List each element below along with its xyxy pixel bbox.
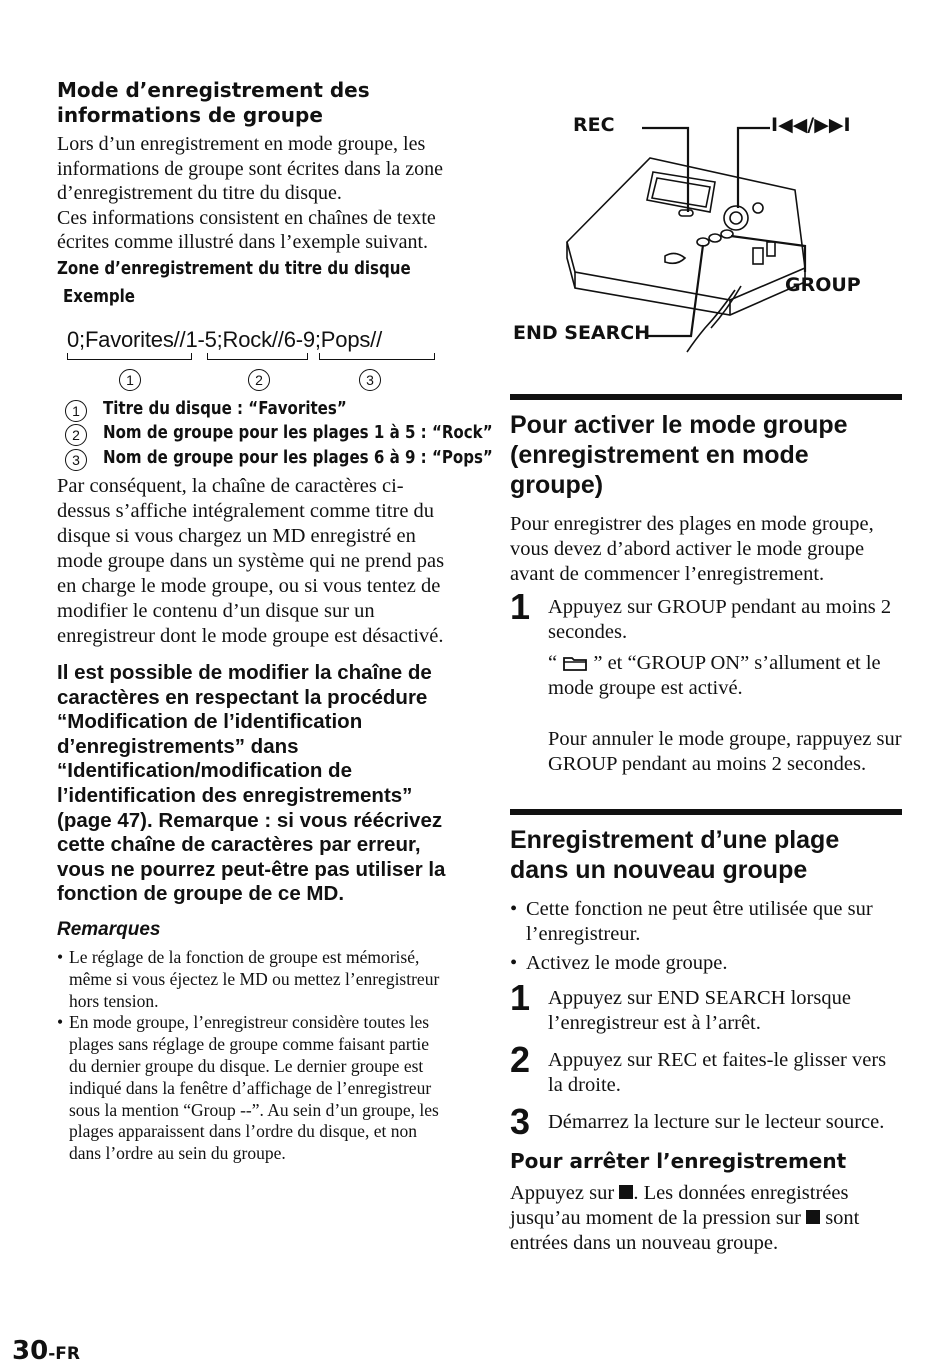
section1-intro: Pour enregistrer des plages en mode groupe, vous devez d’abord activer le mode groupe avant de commencer l’enregistrement. <box>510 513 874 585</box>
quote-open: “ <box>548 652 558 674</box>
example-label: Exemple <box>63 286 136 307</box>
section-heading-group-info: Mode d’enregistrement des informations de groupe <box>57 78 370 127</box>
section2-bullets <box>510 897 902 976</box>
stop-text-a: Appuyez sur <box>510 1182 615 1204</box>
bullet-item: • Cette fonction ne peut être utilisée que sur l’enregistreur. <box>510 897 902 947</box>
circle-number: 3 <box>65 449 87 471</box>
circle-number: 1 <box>65 400 87 422</box>
stop-recording-text <box>510 1181 902 1256</box>
legend-text: Titre du disque : “Favorites” <box>103 398 347 419</box>
section1-heading: Pour activer le mode groupe (enregistrement en mode groupe) <box>510 411 848 499</box>
remarks-heading: Remarques <box>57 918 161 940</box>
step-number: 1 <box>510 586 531 627</box>
bullet-item: • Activez le mode groupe. <box>510 951 902 976</box>
stop-icon <box>619 1185 633 1199</box>
result-text: ” et “GROUP ON” s’allument et le mode groupe est activé. <box>548 652 881 699</box>
label-group: GROUP <box>785 274 861 296</box>
circle-number-3: 3 <box>359 369 381 391</box>
legend-text: Nom de groupe pour les plages 1 à 5 : “Rock” <box>103 423 493 443</box>
remark-item: • En mode groupe, l’enregistreur considère toutes les plages sans réglage de groupe comme faisant partie du dernier groupe du disque. Le dernier groupe est indiqué dans la fenêtre d’affichage de l’enregistreur sous la mention “Group --”. Au sein d’un groupe, les plages apparaissent dans l’ordre du disque, et non dans l’ordre au sein du groupe. <box>57 1012 447 1165</box>
step-result <box>548 651 902 701</box>
section-rule <box>510 809 902 815</box>
step-text: Démarrez la lecture sur le lecteur source. <box>548 1111 885 1133</box>
right-column <box>510 394 902 1256</box>
step-number: 2 <box>510 1039 531 1080</box>
bracket-3 <box>319 353 435 360</box>
stop-recording-heading: Pour arrêter l’enregistrement <box>510 1149 847 1173</box>
bracket-1 <box>67 353 192 360</box>
page-number <box>12 1336 80 1369</box>
legend-item <box>55 446 493 471</box>
label-rec: REC <box>573 114 615 136</box>
step-number: 3 <box>510 1101 531 1142</box>
legend-text: Nom de groupe pour les plages 6 à 9 : “Pops” <box>103 447 493 468</box>
zone-label: Zone d’enregistrement du titre du disque <box>57 258 411 279</box>
step-2 <box>510 1039 902 1098</box>
circle-number: 2 <box>65 424 87 446</box>
group-folder-icon <box>562 654 588 672</box>
stop-text-b: . Les données enregistrées jusqu’au moment de la pression sur <box>510 1182 849 1229</box>
circle-number-1: 1 <box>119 369 141 391</box>
step-1 <box>510 977 902 1036</box>
section2-heading: Enregistrement d’une plage dans un nouveau groupe <box>510 826 840 884</box>
cancel-text: Pour annuler le mode groupe, rappuyez sur GROUP pendant au moins 2 secondes. <box>548 728 902 775</box>
device-illustration <box>505 100 905 360</box>
intro-paragraph-1: Lors d’un enregistrement en mode groupe, les informations de groupe sont écrites dans la zone d’enregistrement du titre du disque. <box>57 133 443 204</box>
md-recorder-drawing <box>505 100 905 360</box>
record-string-example: 0;Favorites//1-5;Rock//6-9;Pops// <box>67 326 382 352</box>
left-column <box>57 78 493 1165</box>
legend-item <box>55 421 493 446</box>
step-3 <box>510 1101 902 1142</box>
page-number-value: 30 <box>12 1336 49 1366</box>
record-string-brackets <box>67 353 447 367</box>
label-end-search: END SEARCH <box>513 322 651 344</box>
step-text: Appuyez sur REC et faites-le glisser vers la droite. <box>548 1049 887 1096</box>
bracket-numbers <box>57 367 447 397</box>
page-number-suffix: -FR <box>48 1344 80 1364</box>
step-text: Appuyez sur GROUP pendant au moins 2 secondes. <box>548 596 892 643</box>
bracket-2 <box>207 353 308 360</box>
stop-icon <box>806 1210 820 1224</box>
step-number: 1 <box>510 977 531 1018</box>
legend-item <box>55 397 447 422</box>
step-1 <box>510 586 902 777</box>
step-text: Appuyez sur END SEARCH lorsque l’enregistreur est à l’arrêt. <box>548 987 851 1034</box>
consequence-paragraph: Par conséquent, la chaîne de caractères ci-dessus s’affiche intégralement comme titre du disque si vous chargez un MD enregistré en mode groupe dans un système qui ne prend pas en charge le mode groupe, ou si vous tentez de modifier le contenu d’un disque sur un enregistreur dont le mode groupe est désactivé. <box>57 475 445 647</box>
stop-text-c: sont entrées dans un nouveau groupe. <box>510 1207 860 1254</box>
remarks-list <box>57 947 447 1165</box>
circle-number-2: 2 <box>248 369 270 391</box>
remark-item: • Le réglage de la fonction de groupe est mémorisé, même si vous éjectez le MD ou mettez l’enregistreur hors tension. <box>57 947 447 1012</box>
label-skip: I◀◀/▶▶I <box>771 114 851 136</box>
legend-list <box>55 397 493 471</box>
section-rule <box>510 394 902 400</box>
modification-note: Il est possible de modifier la chaîne de caractères en respectant la procédure “Modification de l’identification d’enregistrements” dans “Identification/modification de l’identification des enregistrements” (page 47). Remarque : si vous réécrivez cette chaîne de caractères par erreur, vous ne pourrez peut-être pas utiliser la fonction de groupe de ce MD. <box>57 661 446 906</box>
intro-paragraph-2: Ces informations consistent en chaînes de texte écrites comme illustré dans l’exemple suivant. <box>57 206 436 253</box>
